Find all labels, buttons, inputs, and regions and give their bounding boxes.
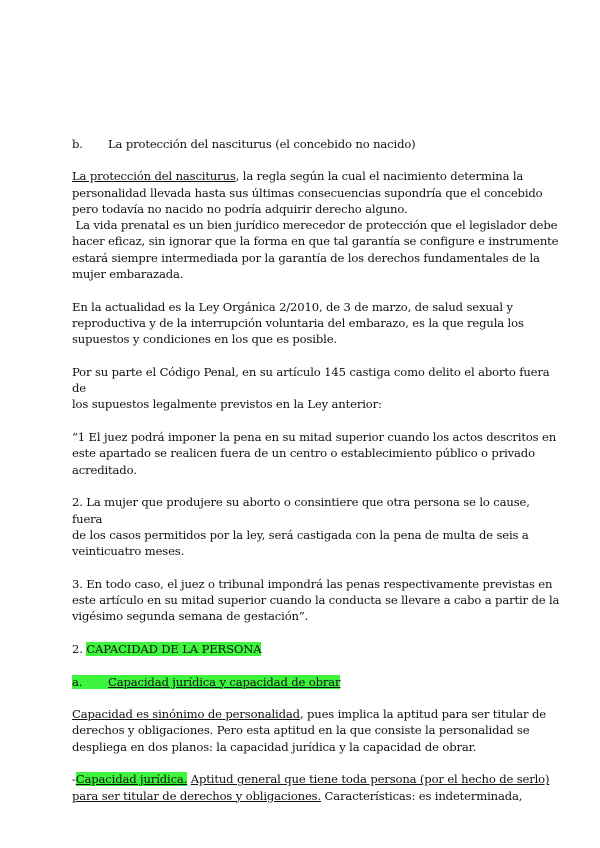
text-line: “1 El juez podrá imponer la pena en su mitad superior cuando los actos descritos en — [72, 430, 557, 445]
quote-paragraph-2 — [72, 494, 560, 559]
text-line: veinticuatro meses. — [72, 544, 185, 559]
text-line: hacer eficaz, sin ignorar que la forma en que tal garantía se configure e instrumente — [72, 234, 559, 249]
subheading-a-highlight — [72, 675, 340, 689]
subheading-text: La protección del nasciturus (el concebido no nacido) — [108, 137, 416, 151]
text-line: supuestos y condiciones en los que es posible. — [72, 332, 337, 347]
text-line: este artículo en su mitad superior cuando la conducta se llevare a cabo a partir de la — [72, 593, 560, 608]
subheading-b — [72, 136, 560, 152]
text-line: de los casos permitidos por la ley, será castigada con la pena de multa de seis a — [72, 527, 529, 542]
underlined-definition: Aptitud general que tiene toda persona (por el hecho de serlo) — [190, 772, 550, 787]
subheading-a — [72, 674, 560, 690]
subheading-marker: a. — [72, 674, 83, 689]
text-line: personalidad llevada hasta sus últimas consecuencias supondría que el concebido — [72, 185, 543, 200]
text-line: La vida prenatal es un bien jurídico merecedor de protección que el legislador debe — [72, 218, 558, 233]
highlighted-term: Capacidad jurídica. — [75, 772, 188, 787]
text-line: pero todavía no nacido no podría adquirir derecho alguno. — [72, 201, 408, 216]
quote-paragraph-3 — [72, 576, 560, 625]
underlined-term: Capacidad es sinónimo de personalidad — [72, 707, 300, 722]
paragraph-capacidad — [72, 706, 560, 755]
text-line: Características: es indeterminada, — [321, 788, 523, 803]
paragraph-ley-organica — [72, 299, 560, 348]
paragraph-nasciturus — [72, 168, 560, 282]
text-line: vigésimo segunda semana de gestación”. — [72, 609, 309, 624]
quote-paragraph-1 — [72, 429, 560, 478]
section-title: CAPACIDAD DE LA PERSONA — [86, 641, 262, 656]
paragraph-capacidad-juridica — [72, 771, 560, 804]
text-line: derechos y obligaciones. Pero esta aptitud en la que consiste la personalidad se — [72, 723, 530, 738]
subheading-marker: b. — [72, 137, 83, 151]
dash: - — [72, 772, 76, 787]
paragraph-codigo-penal — [72, 364, 560, 413]
text-line: Por su parte el Código Penal, en su artículo 145 castiga como delito el aborto fuera de — [72, 364, 550, 396]
text-line: , pues implica la aptitud para ser titular de — [299, 707, 546, 722]
text-line: despliega en dos planos: la capacidad jurídica y la capacidad de obrar. — [72, 739, 477, 754]
text-line: 2. La mujer que produjere su aborto o consintiere que otra persona se lo cause, fuera — [72, 495, 530, 526]
text-line: reproductiva y de la interrupción voluntaria del embarazo, es la que regula los — [72, 315, 524, 330]
underlined-term: La protección del nasciturus — [72, 169, 236, 184]
text-line: los supuestos legalmente previstos en la Ley anterior: — [72, 397, 382, 412]
text-line: mujer embarazada. — [72, 267, 184, 282]
text-line: estará siempre intermediada por la garantía de los derechos fundamentales de la — [72, 250, 540, 265]
section-number: 2. — [72, 641, 87, 656]
text-line: acreditado. — [72, 462, 137, 477]
text-line: este apartado se realicen fuera de un centro o establecimiento público o privado — [72, 446, 535, 461]
text-line: En la actualidad es la Ley Orgánica 2/2010, de 3 de marzo, de salud sexual y — [72, 299, 513, 314]
underlined-definition: para ser titular de derechos y obligaciones. — [72, 788, 322, 803]
section-heading-2 — [72, 641, 560, 657]
text-line: , la regla según la cual el nacimiento determina la — [235, 169, 524, 184]
text-line: 3. En todo caso, el juez o tribunal impondrá las penas respectivamente previstas en — [72, 576, 553, 591]
subheading-text: Capacidad jurídica y capacidad de obrar — [108, 674, 341, 689]
